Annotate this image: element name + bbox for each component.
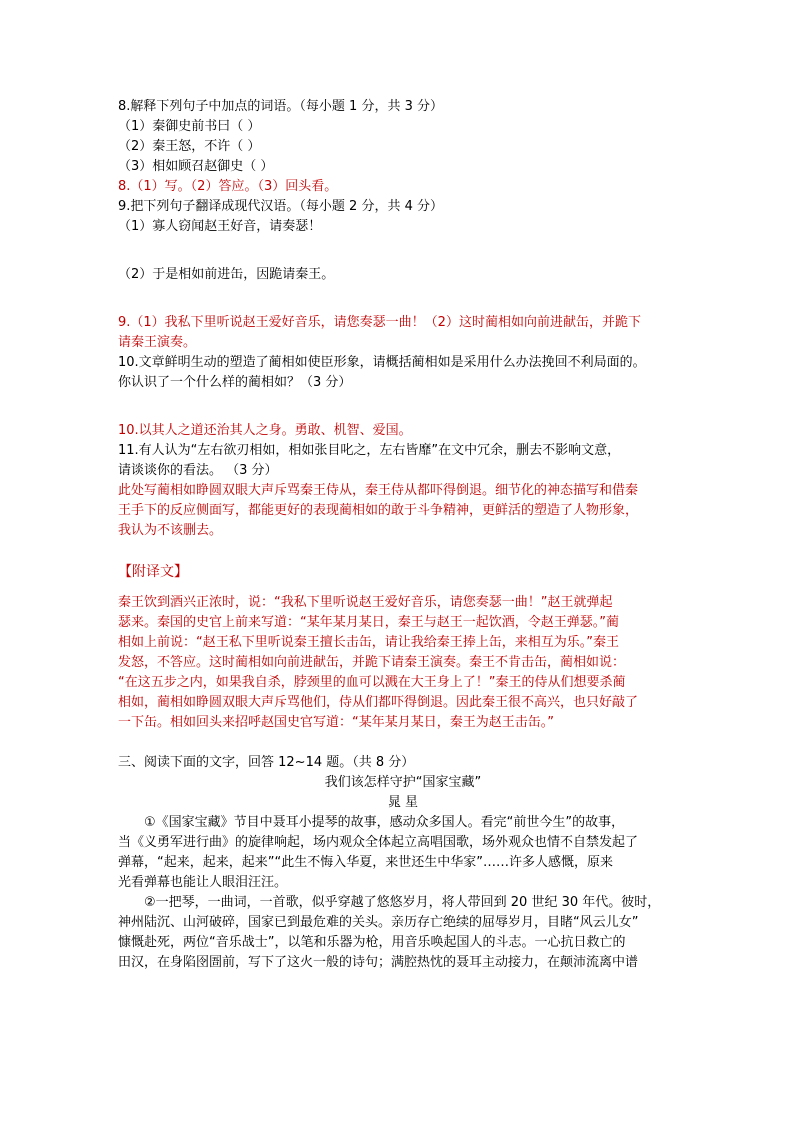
translation-line: “在这五步之内，如果我自杀，脖颈里的血可以溅在大王身上了！”秦王的侍从们想要杀蔺 <box>118 675 626 690</box>
q9-answer-line-2: 请秦王演奏。 <box>118 335 197 350</box>
section3-prompt: 三、阅读下面的文字，回答 12~14 题。（共 8 分） <box>118 755 415 770</box>
q8-prompt: 8.解释下列句子中加点的词语。（每小题 1 分，共 3 分） <box>118 99 443 114</box>
q11-prompt-line-2: 请谈谈你的看法。 （3 分） <box>118 463 278 478</box>
q9-item-2: （2）于是相如前进缶，因跪请秦王。 <box>118 267 335 282</box>
translation-line: 相如，蔺相如睁圆双眼大声斥骂他们，侍从们都吓得倒退。因此秦王很不高兴，也只好敲了 <box>118 695 639 710</box>
translation-line: 瑟来。秦国的史官上前来写道：“某年某月某日，秦王与赵王一起饮酒，令赵王弹瑟。”蔺 <box>118 615 619 630</box>
article-line: 慷慨赴死，两位“音乐战士”，以笔和乐器为枪，用音乐唤起国人的斗志。一心抗日救亡的 <box>118 935 626 950</box>
article-line: 当《义勇军进行曲》的旋律响起，场内观众全体起立高唱国歌，场外观众也情不自禁发起了 <box>118 835 639 850</box>
article-line: ①《国家宝藏》节目中聂耳小提琴的故事，感动众多国人。看完“前世今生”的故事， <box>144 815 625 830</box>
translation-line: 发怒，不答应。这时蔺相如向前进献缶，并跪下请秦王演奏。秦王不肯击缶，蔺相如说： <box>118 655 626 670</box>
q9-prompt: 9.把下列句子翻译成现代汉语。（每小题 2 分，共 4 分） <box>118 199 443 214</box>
translation-body <box>118 593 688 733</box>
translation-line: 一下缶。相如回头来招呼赵国史官写道：“某年某月某日，秦王为赵王击缶。” <box>118 715 554 730</box>
article-title: 我们该怎样守护“国家宝藏” <box>324 775 482 790</box>
article-line: ②一把琴，一曲词，一首歌，似乎穿越了悠悠岁月，将人带回到 20 世纪 30 年代。彼时， <box>144 895 661 910</box>
q8-answer: 8.（1）写。（2）答应。（3）回头看。 <box>118 179 338 194</box>
q11-prompt-line-1: 11.有人认为“左右欲刃相如，相如张目叱之，左右皆靡”在文中冗余，删去不影响文意， <box>118 443 621 458</box>
q11-answer-line-3: 我认为不该删去。 <box>118 523 223 538</box>
q9-item-1: （1）寡人窃闻赵王好音，请奏瑟！ <box>118 219 322 234</box>
q8-item-1: （1）秦御史前书曰（ ） <box>118 119 261 134</box>
article-line: 弹幕，“起来，起来，起来”“此生不悔入华夏，来世还生中华家”……许多人感慨，原来 <box>118 855 613 870</box>
translation-line: 秦王饮到酒兴正浓时，说：“我私下里听说赵王爱好音乐，请您奏瑟一曲！”赵王就弹起 <box>118 595 613 610</box>
q11-answer-line-1: 此处写蔺相如睁圆双眼大声斥骂秦王侍从，秦王侍从都吓得倒退。细节化的神态描写和借秦 <box>118 483 639 498</box>
article-paragraph-2 <box>118 893 688 973</box>
q11-answer-line-2: 王手下的反应侧面写，都能更好的表现蔺相如的敢于斗争精神，更鲜活的塑造了人物形象， <box>118 503 639 518</box>
translation-line: 相如上前说：“赵王私下里听说秦王擅长击缶，请让我给秦王捧上缶，来相互为乐。”秦王 <box>118 635 619 650</box>
article-author: 晁 星 <box>387 795 419 810</box>
q10-answer: 10.以其人之道还治其人之身。勇敢、机智、爱国。 <box>118 423 412 438</box>
article-line: 神州陆沉、山河破碎，国家已到最危难的关头。亲历存亡绝续的屈辱岁月，目睹“风云儿女” <box>118 915 639 930</box>
article-line: 田汉，在身陷囹圄前，写下了这火一般的诗句；满腔热忱的聂耳主动接力，在颠沛流离中谱 <box>118 955 639 970</box>
q10-prompt-line-2: 你认识了一个什么样的蔺相如？（3 分） <box>118 375 352 390</box>
q8-item-3: （3）相如顾召赵御史（ ） <box>118 159 274 174</box>
q9-answer-line-1: 9.（1）我私下里听说赵王爱好音乐，请您奏瑟一曲！（2）这时蔺相如向前进献缶，并跪下 <box>118 315 641 330</box>
article-paragraph-1 <box>118 813 688 893</box>
translation-heading: 【附译文】 <box>118 564 188 580</box>
article-line: 光看弹幕也能让人眼泪汪汪。 <box>118 875 288 890</box>
document-page <box>118 97 688 973</box>
q8-item-2: （2）秦王怒，不许（ ） <box>118 139 261 154</box>
q10-prompt-line-1: 10.文章鲜明生动的塑造了蔺相如使臣形象，请概括蔺相如是采用什么办法挽回不利局面的。 <box>118 355 646 370</box>
